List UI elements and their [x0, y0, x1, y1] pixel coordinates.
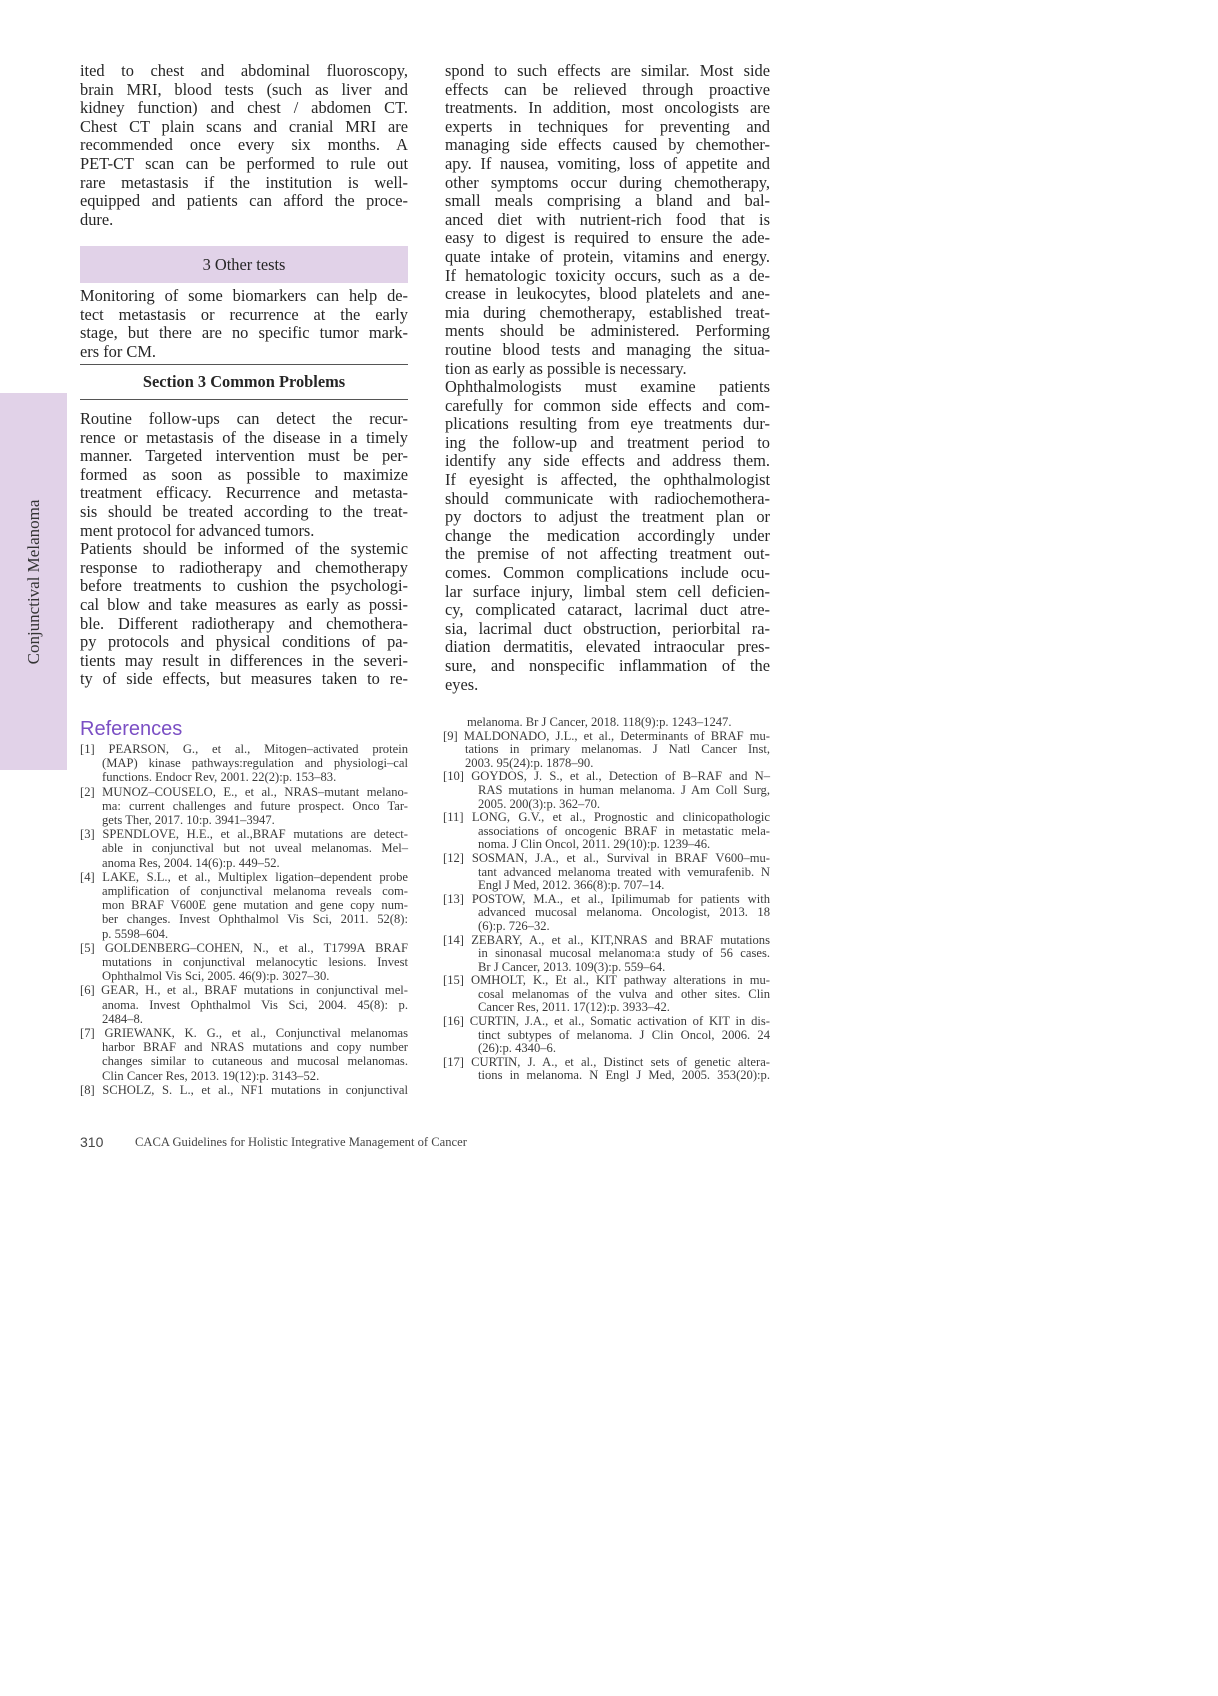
text-line: py protocols and physical conditions of pa- [80, 632, 408, 652]
text-line: anced diet with nutrient-rich food that is [445, 209, 770, 229]
reference-line: [15] OMHOLT, K., Et al., KIT pathway alterations in mu- [443, 973, 770, 988]
text-line: PET-CT scan can be performed to rule out [80, 153, 408, 173]
reference-item [443, 1056, 770, 1083]
reference-item [80, 742, 408, 785]
text-line: carefully for common side effects and com- [445, 395, 770, 415]
reference-line: mon BRAF V600E gene mutation and gene copy num- [102, 898, 408, 913]
text-line: identify any side effects and address them. [445, 451, 770, 471]
reference-line: [11] LONG, G.V., et al., Prognostic and clinicopathologic [443, 810, 770, 825]
chapter-side-tab [0, 393, 67, 770]
text-line: ty of side effects, but measures taken to re- [80, 669, 408, 689]
text-line: cy, complicated cataract, lacrimal duct atre- [445, 600, 770, 620]
text-line: dure. [80, 209, 114, 229]
text-line: sure, and nonspecific inflammation of the [445, 656, 770, 675]
reference-line: [7] GRIEWANK, K. G., et al., Conjunctival melanomas [80, 1026, 408, 1041]
reference-line: [3] SPENDLOVE, H.E., et al.,BRAF mutations are detect- [80, 827, 408, 842]
reference-line: Br J Cancer, 2013. 109(3):p. 559–64. [478, 959, 666, 974]
text-line: managing side effects caused by chemother- [445, 135, 770, 155]
text-line: equipped and patients can afford the proce- [80, 191, 408, 211]
reference-line: [4] LAKE, S.L., et al., Multiplex ligation–dependent probe [80, 869, 408, 884]
text-line: quate intake of protein, vitamins and energy. [445, 246, 770, 266]
reference-item [443, 770, 770, 811]
text-line: If hematologic toxicity occurs, such as a de- [445, 265, 770, 285]
text-line: If eyesight is affected, the ophthalmologist [445, 470, 770, 490]
text-line: response to radiotherapy and chemotherapy [80, 557, 408, 577]
text-line: ments should be administered. Performing [445, 321, 770, 341]
text-line: ment protocol for advanced tumors. [80, 520, 315, 540]
reference-line: able in conjunctival but not uveal melanomas. Mel– [102, 841, 408, 856]
text-line: routine blood tests and managing the situa- [445, 339, 770, 359]
text-line: tients may result in differences in the severi- [80, 650, 408, 670]
text-line: before treatments to cushion the psychologi- [80, 576, 408, 596]
text-line: ited to chest and abdominal fluoroscopy, [80, 61, 408, 80]
reference-line: changes similar to cutaneous and mucosal melanomas. [102, 1054, 408, 1069]
reference-item [443, 974, 770, 1015]
reference-item [443, 716, 770, 730]
left-paragraph-3 [80, 410, 408, 689]
reference-line: functions. Endocr Rev, 2001. 22(2):p. 153–83. [102, 770, 337, 785]
reference-line: [13] POSTOW, M.A., et al., Ipilimumab for patients with [443, 891, 770, 906]
reference-item [443, 1015, 770, 1056]
reference-item [443, 730, 770, 771]
text-line: crease in leukocytes, blood platelets and ane- [445, 284, 770, 304]
section-heading: Section 3 Common Problems [142, 372, 346, 391]
text-line: eyes. [445, 674, 479, 694]
reference-line: ma: current challenges and future prospect. Onco Tar- [102, 798, 408, 813]
right-column-text [445, 62, 770, 694]
reference-line: RAS mutations in human melanoma. J Am Coll Surg, [478, 782, 770, 797]
reference-line: tions in melanoma. N Engl J Med, 2005. 353(20):p. [478, 1068, 770, 1083]
reference-line: advanced mucosal melanoma. Oncologist, 2013. 18 [478, 905, 770, 920]
reference-line: 2484–8. [102, 1011, 143, 1026]
text-line: Routine follow-ups can detect the recur- [80, 409, 408, 428]
reference-line: 2003. 95(24):p. 1878–90. [465, 755, 594, 770]
text-line: formed as soon as possible to maximize [80, 464, 408, 484]
reference-line: tinct subtypes of melanoma. J Clin Oncol, 2006. 24 [478, 1027, 770, 1042]
reference-line: in sinonasal mucosal melanoma:a study of 56 cases. [478, 946, 770, 961]
text-line: rence or metastasis of the disease in a timely [80, 427, 408, 447]
reference-line: associations of oncogenic BRAF in metastatic mela- [478, 823, 770, 838]
text-line: should communicate with radiochemothera- [445, 488, 770, 508]
reference-line: noma. J Clin Oncol, 2011. 29(10):p. 1239–46. [478, 837, 711, 852]
text-line: stage, but there are no specific tumor mark- [80, 323, 408, 343]
text-line: easy to digest is required to ensure the ade- [445, 228, 770, 248]
reference-line: (MAP) kinase pathways:regulation and physiologi–cal [102, 756, 408, 771]
reference-line: Ophthalmol Vis Sci, 2005. 46(9):p. 3027–30. [102, 969, 330, 984]
text-line: Chest CT plain scans and cranial MRI are [80, 116, 408, 136]
text-line: sia, lacrimal duct obstruction, periorbital ra- [445, 618, 770, 638]
text-line: brain MRI, blood tests (such as liver and [80, 79, 408, 99]
right-paragraph-1 [445, 62, 770, 378]
reference-item [443, 934, 770, 975]
text-line: kidney function) and chest / abdomen CT. [80, 98, 408, 118]
reference-line: [8] SCHOLZ, S. L., et al., NF1 mutations in conjunctival [80, 1082, 408, 1097]
text-line: ers for CM. [80, 341, 157, 361]
text-line: manner. Targeted intervention must be per- [80, 446, 408, 466]
reference-line: gets Ther, 2017. 10:p. 3941–3947. [102, 813, 275, 828]
text-line: tect metastasis or recurrence at the early [80, 304, 408, 324]
reference-line: anoma. Invest Ophthalmol Vis Sci, 2004. 45(8): p. [102, 997, 408, 1012]
text-line: change the medication accordingly under [445, 525, 770, 545]
text-line: lar surface injury, limbal stem cell deficien- [445, 581, 770, 601]
text-line: py doctors to adjust the treatment plan or [445, 507, 770, 527]
text-line: effects can be relieved through proactive [445, 79, 770, 99]
reference-line: Engl J Med, 2012. 366(8):p. 707–14. [478, 878, 665, 893]
reference-item [443, 811, 770, 852]
text-line: Ophthalmologists must examine patients [445, 377, 770, 397]
reference-line: Cancer Res, 2011. 17(12):p. 3933–42. [478, 1000, 670, 1015]
reference-line: Clin Cancer Res, 2013. 19(12):p. 3143–52. [102, 1068, 320, 1083]
reference-item [80, 941, 408, 984]
reference-line: p. 5598–604. [102, 926, 169, 941]
section-rule-top [80, 364, 408, 365]
text-line: ing the follow-up and treatment period to [445, 432, 770, 452]
reference-item [80, 785, 408, 828]
subsection-heading-other-tests: 3 Other tests [80, 246, 408, 283]
text-line: treatments. In addition, most oncologists are [445, 98, 770, 118]
text-line: recommended once every six months. A [80, 135, 408, 155]
text-line: sis should be treated according to the treat- [80, 501, 408, 521]
text-line: diation dermatitis, elevated intraocular pres- [445, 637, 770, 657]
right-paragraph-2 [445, 378, 770, 694]
reference-line: [14] ZEBARY, A., et al., KIT,NRAS and BRAF mutations [443, 932, 770, 947]
reference-item [80, 827, 408, 870]
reference-line: tations in primary melanomas. J Natl Cancer Inst, [465, 742, 770, 757]
text-line: Patients should be informed of the systemic [80, 539, 408, 559]
references-list-left [80, 742, 408, 1097]
reference-line: [6] GEAR, H., et al., BRAF mutations in conjunctival mel- [80, 983, 408, 998]
reference-item [80, 870, 408, 941]
reference-line: melanoma. Br J Cancer, 2018. 118(9):p. 1243–1247. [467, 715, 732, 729]
text-line: small meals comprising a bland and bal- [445, 191, 770, 211]
text-line: Monitoring of some biomarkers can help de- [80, 286, 408, 305]
text-line: plications resulting from eye treatments dur- [445, 414, 770, 434]
reference-line: [12] SOSMAN, J.A., et al., Survival in BRAF V600–mu- [443, 850, 770, 865]
references-list-right [443, 716, 770, 1083]
text-line: ble. Different radiotherapy and chemothera- [80, 613, 408, 633]
text-line: comes. Common complications include ocu- [445, 563, 770, 583]
reference-item [80, 1083, 408, 1097]
reference-line: amplification of conjunctival melanoma reveals com- [102, 884, 408, 899]
reference-line: (26):p. 4340–6. [478, 1041, 557, 1056]
text-line: apy. If nausea, vomiting, loss of appetite and [445, 153, 770, 173]
references-heading: References [80, 718, 183, 740]
reference-line: [1] PEARSON, G., et al., Mitogen–activated protein [80, 742, 408, 756]
section-rule-bottom [80, 399, 408, 400]
chapter-side-tab-label: Conjunctival Melanoma [23, 499, 43, 664]
reference-line: (6):p. 726–32. [478, 918, 550, 933]
text-line: spond to such effects are similar. Most side [445, 61, 770, 80]
reference-line: [10] GOYDOS, J. S., et al., Detection of B–RAF and N– [443, 769, 770, 784]
page-number: 310 [80, 1134, 104, 1150]
reference-item [443, 893, 770, 934]
text-line: experts in techniques for preventing and [445, 116, 770, 136]
reference-line: [2] MUNOZ–COUSELO, E., et al., NRAS–mutant melano- [80, 784, 408, 799]
reference-line: [9] MALDONADO, J.L., et al., Determinants of BRAF mu- [443, 728, 770, 743]
reference-line: anoma Res, 2004. 14(6):p. 449–52. [102, 855, 280, 870]
reference-line: ber changes. Invest Ophthalmol Vis Sci, 2011. 52(8): [102, 912, 408, 927]
left-paragraph-2 [80, 287, 408, 361]
para4 [80, 540, 408, 689]
text-line: other symptoms occur during chemotherapy, [445, 172, 770, 192]
reference-line: [16] CURTIN, J.A., et al., Somatic activation of KIT in dis- [443, 1014, 770, 1029]
reference-item [443, 852, 770, 893]
reference-line: cosal melanomas of the vulva and other sites. Clin [478, 986, 770, 1001]
running-footer-title: CACA Guidelines for Holistic Integrative Management of Cancer [135, 1135, 467, 1149]
reference-line: harbor BRAF and NRAS mutations and copy number [102, 1040, 408, 1055]
text-line: the premise of not affecting treatment out- [445, 544, 770, 564]
reference-line: mutations in conjunctival melanocytic lesions. Invest [102, 955, 408, 970]
text-line: cal blow and take measures as early as possi- [80, 594, 408, 614]
text-line: mia during chemotherapy, established treat- [445, 302, 770, 322]
reference-item [80, 983, 408, 1026]
text-line: tion as early as possible is necessary. [445, 358, 687, 378]
left-paragraph-1 [80, 62, 408, 229]
reference-line: [5] GOLDENBERG–COHEN, N., et al., T1799A BRAF [80, 940, 408, 955]
reference-line: 2005. 200(3):p. 362–70. [478, 796, 601, 811]
text-line: rare metastasis if the institution is well- [80, 172, 408, 192]
text-line: treatment efficacy. Recurrence and metasta- [80, 483, 408, 503]
para3 [80, 410, 408, 540]
reference-line: tant advanced melanoma treated with vemurafenib. N [478, 864, 770, 879]
reference-line: [17] CURTIN, J. A., et al., Distinct sets of genetic altera- [443, 1054, 770, 1069]
reference-item [80, 1026, 408, 1083]
